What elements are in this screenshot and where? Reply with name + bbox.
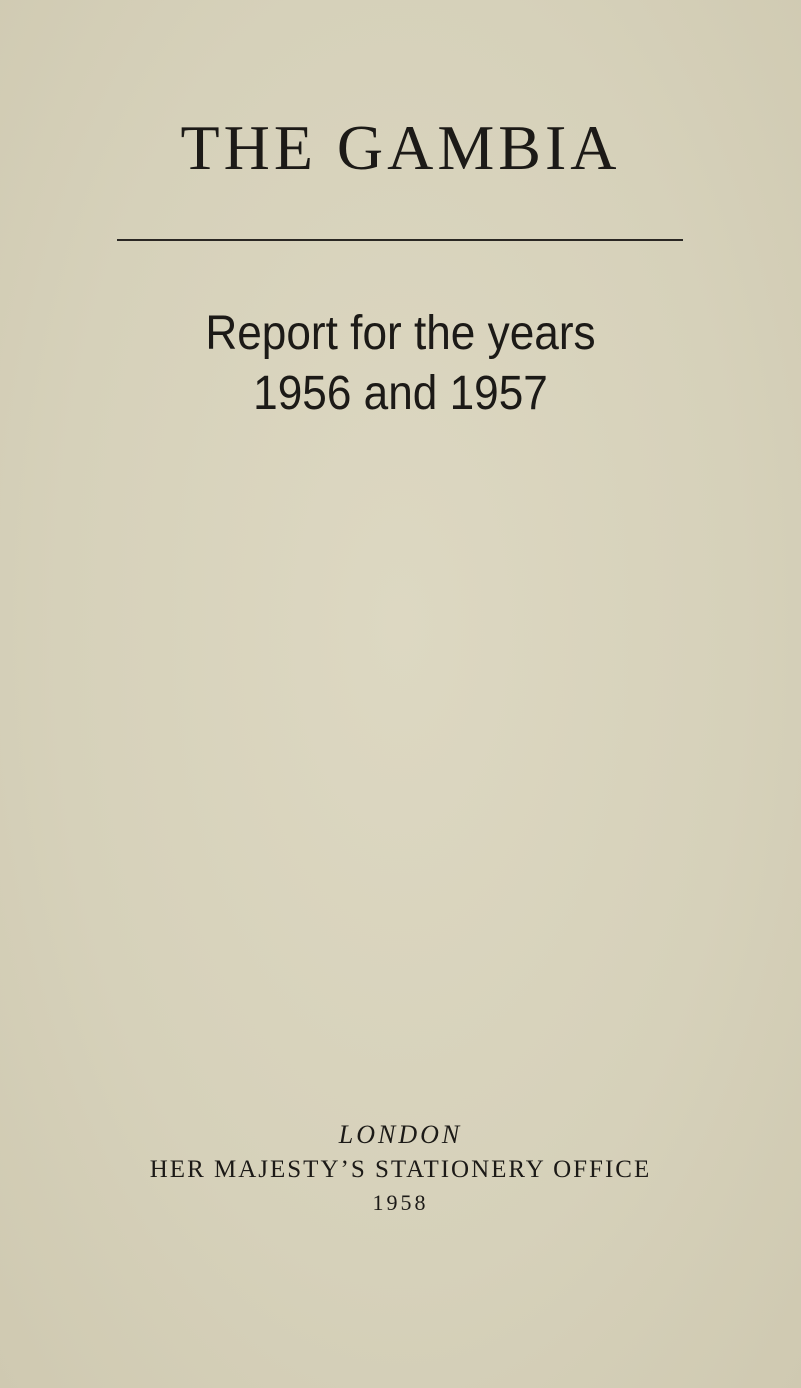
document-title: THE GAMBIA [180, 112, 621, 183]
title-divider-rule [117, 239, 683, 241]
subtitle-line-1: Report for the years [205, 307, 596, 360]
report-subtitle [0, 304, 801, 424]
imprint-year: 1958 [372, 1190, 429, 1215]
imprint-publisher: HER MAJESTY’S STATIONERY OFFICE [149, 1156, 652, 1183]
imprint-city: LONDON [338, 1120, 463, 1149]
subtitle-line-2: 1956 and 1957 [253, 367, 548, 420]
